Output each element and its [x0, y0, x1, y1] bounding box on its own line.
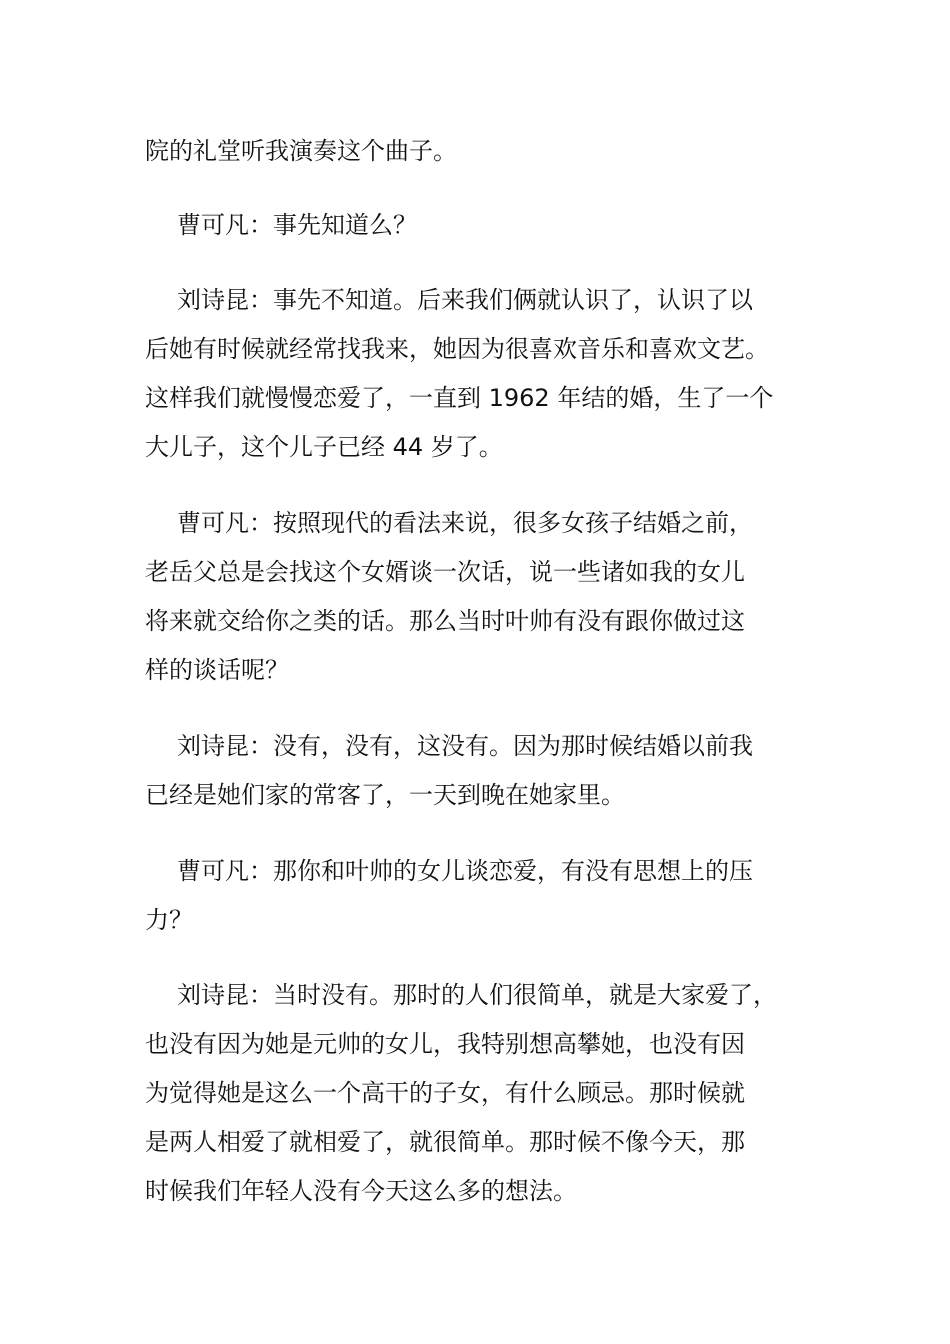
text-line: 这样我们就慢慢恋爱了，一直到 1962 年结的婚，生了一个 [145, 384, 774, 412]
paragraph-question [145, 201, 815, 250]
paragraph-answer [145, 276, 815, 472]
text-line: 也没有因为她是元帅的女儿，我特别想高攀她，也没有因 [145, 1030, 745, 1058]
text-line: 刘诗昆：没有，没有，这没有。因为那时候结婚以前我 [177, 732, 753, 760]
text-line: 院的礼堂听我演奏这个曲子。 [145, 137, 457, 165]
text-line: 刘诗昆：事先不知道。后来我们俩就认识了，认识了以 [177, 286, 753, 314]
text-line: 刘诗昆：当时没有。那时的人们很简单，就是大家爱了， [177, 981, 777, 1009]
text-line: 曹可凡：那你和叶帅的女儿谈恋爱，有没有思想上的压 [177, 857, 753, 885]
paragraph-question [145, 847, 815, 945]
text-line: 大儿子，这个儿子已经 44 岁了。 [145, 433, 503, 461]
text-line: 样的谈话呢？ [145, 656, 289, 684]
text-line: 曹可凡：按照现代的看法来说，很多女孩子结婚之前， [177, 509, 753, 537]
text-line: 时候我们年轻人没有今天这么多的想法。 [145, 1177, 577, 1205]
paragraph-question [145, 499, 815, 695]
text-line: 曹可凡：事先知道么？ [177, 211, 417, 239]
text-line: 是两人相爱了就相爱了，就很简单。那时候不像今天，那 [145, 1128, 745, 1156]
text-line: 为觉得她是这么一个高干的子女，有什么顾忌。那时候就 [145, 1079, 745, 1107]
text-line: 老岳父总是会找这个女婿谈一次话，说一些诸如我的女儿 [145, 558, 745, 586]
text-line: 力？ [145, 906, 193, 934]
text-line: 将来就交给你之类的话。那么当时叶帅有没有跟你做过这 [145, 607, 745, 635]
text-line: 已经是她们家的常客了，一天到晚在她家里。 [145, 781, 625, 809]
text-line: 后她有时候就经常找我来，她因为很喜欢音乐和喜欢文艺。 [145, 335, 769, 363]
paragraph-answer [145, 971, 815, 1216]
paragraph-continuation [145, 127, 815, 176]
paragraph-answer [145, 722, 815, 820]
